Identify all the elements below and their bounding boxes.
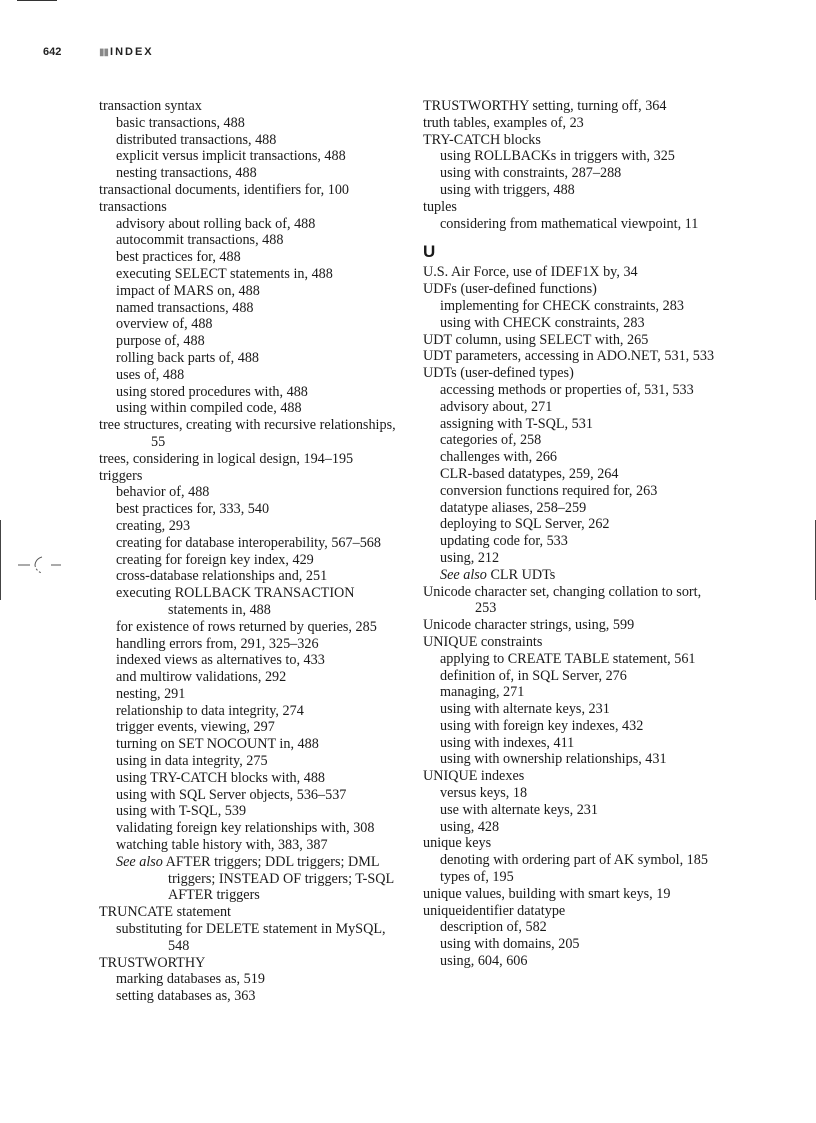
index-subentry: using with indexes, 411 bbox=[440, 734, 575, 751]
margin-rule-left bbox=[0, 520, 1, 600]
index-entry: truth tables, examples of, 23 bbox=[423, 114, 584, 131]
index-subentry: impact of MARS on, 488 bbox=[116, 282, 260, 299]
index-entry: U.S. Air Force, use of IDEF1X by, 34 bbox=[423, 264, 638, 281]
index-subentry: using with alternate keys, 231 bbox=[440, 701, 610, 718]
index-subentry: executing SELECT statements in, 488 bbox=[116, 265, 333, 282]
index-subentry: using with CHECK constraints, 283 bbox=[440, 314, 645, 331]
index-subentry: best practices for, 488 bbox=[116, 249, 241, 266]
index-subentry: named transactions, 488 bbox=[116, 299, 254, 316]
index-subentry: purpose of, 488 bbox=[116, 333, 205, 350]
index-entry: triggers bbox=[99, 467, 143, 484]
index-subentry: nesting transactions, 488 bbox=[116, 165, 257, 182]
index-entry: TRUSTWORTHY bbox=[99, 954, 206, 971]
letter-heading: U bbox=[423, 242, 436, 262]
index-subentry: creating for database interoperability, 567–568 bbox=[116, 534, 381, 551]
see-also-targets: AFTER triggers; DDL triggers; DML triggers; INSTEAD OF triggers; T-SQL AFTER triggers bbox=[162, 853, 394, 904]
index-subentry: using in data integrity, 275 bbox=[116, 753, 268, 770]
section-title: INDEX bbox=[110, 46, 154, 58]
index-entry: TRUNCATE statement bbox=[99, 904, 232, 921]
index-subentry: substituting for DELETE statement in MySQL, 548 bbox=[116, 921, 386, 954]
index-subentry: using ROLLBACKs in triggers with, 325 bbox=[440, 148, 675, 165]
index-column-right bbox=[423, 98, 723, 970]
index-subentry: creating for foreign key index, 429 bbox=[116, 551, 314, 568]
index-subentry: advisory about, 271 bbox=[440, 398, 553, 415]
index-subentry: datatype aliases, 258–259 bbox=[440, 499, 587, 516]
index-entry: UDT column, using SELECT with, 265 bbox=[423, 331, 649, 348]
index-entry: Unicode character set, changing collation to sort, 253 bbox=[423, 583, 702, 617]
crop-mark-icon bbox=[15, 553, 63, 577]
index-subentry: overview of, 488 bbox=[116, 316, 213, 333]
index-entry: transactions bbox=[99, 198, 167, 215]
index-subentry: implementing for CHECK constraints, 283 bbox=[440, 297, 684, 314]
index-entry: unique keys bbox=[423, 835, 492, 852]
index-subentry: applying to CREATE TABLE statement, 561 bbox=[440, 650, 696, 667]
section-marker-icon: ▮▮ bbox=[99, 46, 109, 58]
index-subentry: cross-database relationships and, 251 bbox=[116, 568, 328, 585]
index-subentry: use with alternate keys, 231 bbox=[440, 801, 598, 818]
index-subentry: creating, 293 bbox=[116, 517, 191, 534]
index-entry: uniqueidentifier datatype bbox=[423, 902, 566, 919]
index-subentry: types of, 195 bbox=[440, 869, 514, 886]
index-subentry: nesting, 291 bbox=[116, 685, 186, 702]
index-subentry: using, 212 bbox=[440, 549, 500, 566]
index-entry: unique values, building with smart keys, 19 bbox=[423, 885, 671, 902]
index-subentry: distributed transactions, 488 bbox=[116, 131, 277, 148]
index-subentry: description of, 582 bbox=[440, 919, 547, 936]
index-subentry: categories of, 258 bbox=[440, 432, 542, 449]
index-subentry: advisory about rolling back of, 488 bbox=[116, 215, 316, 232]
see-also-targets: CLR UDTs bbox=[486, 566, 556, 583]
index-subentry: basic transactions, 488 bbox=[116, 114, 245, 131]
index-subentry: assigning with T-SQL, 531 bbox=[440, 415, 593, 432]
index-subentry: uses of, 488 bbox=[116, 366, 185, 383]
index-entry: Unicode character strings, using, 599 bbox=[423, 617, 635, 634]
index-subentry: using within compiled code, 488 bbox=[116, 400, 302, 417]
index-subentry: best practices for, 333, 540 bbox=[116, 501, 270, 518]
index-subentry: conversion functions required for, 263 bbox=[440, 482, 658, 499]
index-entry: UNIQUE indexes bbox=[423, 768, 525, 785]
index-subentry: using with ownership relationships, 431 bbox=[440, 751, 667, 768]
index-subentry: CLR-based datatypes, 259, 264 bbox=[440, 465, 619, 482]
index-entry: TRY-CATCH blocks bbox=[423, 131, 541, 148]
index-subentry: and multirow validations, 292 bbox=[116, 669, 287, 686]
index-subentry: definition of, in SQL Server, 276 bbox=[440, 667, 627, 684]
index-subentry: managing, 271 bbox=[440, 684, 525, 701]
index-subentry: watching table history with, 383, 387 bbox=[116, 837, 328, 854]
page-number: 642 bbox=[43, 46, 62, 58]
index-subentry: marking databases as, 519 bbox=[116, 971, 265, 988]
index-subentry: trigger events, viewing, 297 bbox=[116, 719, 275, 736]
index-entry: TRUSTWORTHY setting, turning off, 364 bbox=[423, 98, 667, 114]
index-subentry: using with T-SQL, 539 bbox=[116, 803, 247, 820]
index-subentry: using, 428 bbox=[440, 818, 500, 835]
index-subentry: considering from mathematical viewpoint, 11 bbox=[440, 215, 699, 232]
index-subentry: validating foreign key relationships with, 308 bbox=[116, 820, 375, 837]
index-subentry: using with constraints, 287–288 bbox=[440, 165, 622, 182]
index-subentry: versus keys, 18 bbox=[440, 785, 528, 802]
index-subentry: updating code for, 533 bbox=[440, 533, 568, 550]
index-subentry: challenges with, 266 bbox=[440, 449, 558, 466]
index-subentry: behavior of, 488 bbox=[116, 484, 210, 501]
index-subentry: rolling back parts of, 488 bbox=[116, 349, 260, 366]
index-subentry bbox=[116, 854, 399, 904]
index-subentry: autocommit transactions, 488 bbox=[116, 232, 284, 249]
index-subentry: accessing methods or properties of, 531, 533 bbox=[440, 381, 694, 398]
index-entry: UNIQUE constraints bbox=[423, 633, 543, 650]
index-entry: transactional documents, identifiers for, 100 bbox=[99, 181, 350, 198]
index-subentry: handling errors from, 291, 325–326 bbox=[116, 635, 319, 652]
index-entry: tuples bbox=[423, 198, 457, 215]
index-subentry: denoting with ordering part of AK symbol, 185 bbox=[440, 852, 708, 869]
index-entry: UDT parameters, accessing in ADO.NET, 531, 533 bbox=[423, 348, 715, 365]
index-subentry: for existence of rows returned by queries, 285 bbox=[116, 618, 377, 635]
index-subentry: turning on SET NOCOUNT in, 488 bbox=[116, 736, 319, 753]
index-subentry: indexed views as alternatives to, 433 bbox=[116, 652, 325, 669]
index-subentry: setting databases as, 363 bbox=[116, 988, 256, 1005]
see-also-label: See also bbox=[440, 566, 487, 583]
index-subentry: using with foreign key indexes, 432 bbox=[440, 717, 644, 734]
index-subentry bbox=[440, 567, 723, 584]
top-rule bbox=[17, 0, 57, 1]
index-entry: tree structures, creating with recursive relationships, 55 bbox=[99, 417, 396, 450]
index-entry: trees, considering in logical design, 194–195 bbox=[99, 450, 354, 467]
index-subentry: deploying to SQL Server, 262 bbox=[440, 516, 610, 533]
index-subentry: explicit versus implicit transactions, 488 bbox=[116, 148, 346, 165]
index-subentry: using with SQL Server objects, 536–537 bbox=[116, 786, 347, 803]
running-header bbox=[43, 44, 154, 60]
index-subentry: using with triggers, 488 bbox=[440, 181, 575, 198]
see-also-label: See also bbox=[116, 853, 163, 870]
index-entry: UDFs (user-defined functions) bbox=[423, 281, 597, 298]
index-entry: UDTs (user-defined types) bbox=[423, 365, 574, 382]
index-subentry: using TRY-CATCH blocks with, 488 bbox=[116, 769, 326, 786]
index-subentry: using, 604, 606 bbox=[440, 953, 528, 970]
index-subentry: executing ROLLBACK TRANSACTION statements in, 488 bbox=[116, 585, 355, 618]
index-entry: transaction syntax bbox=[99, 98, 202, 114]
index-subentry: using with domains, 205 bbox=[440, 936, 580, 953]
index-subentry: using stored procedures with, 488 bbox=[116, 383, 308, 400]
index-subentry: relationship to data integrity, 274 bbox=[116, 702, 304, 719]
index-column-left bbox=[99, 98, 399, 1005]
